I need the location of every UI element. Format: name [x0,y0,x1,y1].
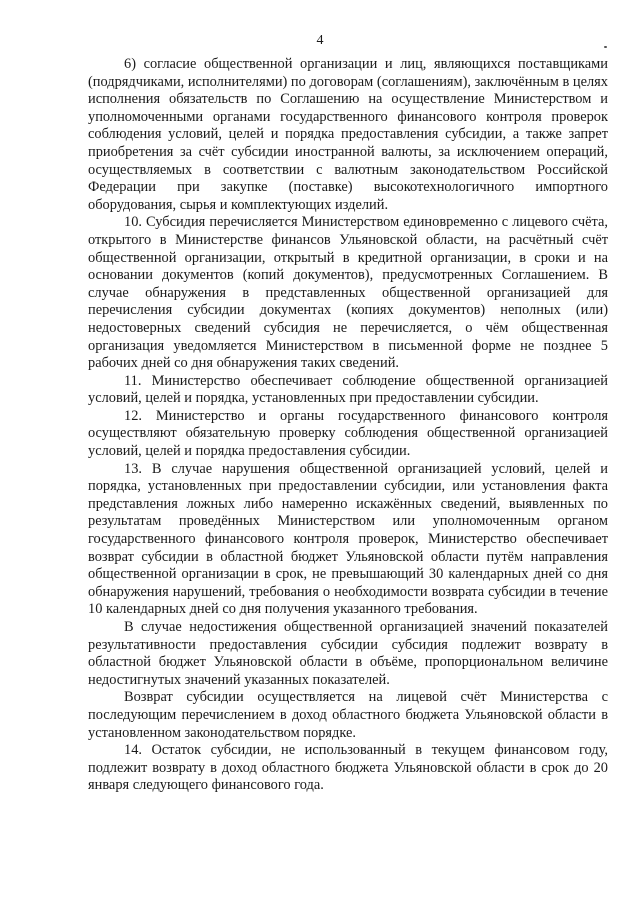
paragraph-13: 13. В случае нарушения общественной организацией условий, целей и порядка, установленных при предоставлении субсидии, или установления факта представления ложных либо намеренно искажённых сведений, выявленных по результатам проведённых Министерством или уполномоченным органом государственного финансового контроля проверок, Министерство обеспечивает возврат субсидии в областной бюджет Ульяновской области путём направления общественной организации в срок, не превышающий 30 календарных дней со дня обнаружения нарушений, требования о необходимости возврата субсидии в течение 10 календарных дней со дня получения указанного требования. [88,460,608,618]
paragraph-13-indicators: В случае недостижения общественной организацией значений показателей результативности предоставления субсидии субсидия подлежит возврату в областной бюджет Ульяновской области в объёме, пропорциональном величине недостигнутых значений указанных показателей. [88,619,608,688]
paragraph-11: 11. Министерство обеспечивает соблюдение общественной организацией условий, целей и порядка, установленных при предоставлении субсидии. [88,372,608,407]
document-body [88,56,608,795]
paragraph-12: 12. Министерство и органы государственного финансового контроля осуществляют обязательную проверку соблюдения общественной организацией условий, целей и порядка предоставления субсидии. [88,407,608,460]
scan-speck [604,46,607,48]
paragraph-13-refund: Возврат субсидии осуществляется на лицевой счёт Министерства с последующим перечислением в доход областного бюджета Ульяновской области в установленном законодательством порядке. [88,689,608,741]
paragraph-consent-clause: 6) согласие общественной организации и лиц, являющихся поставщиками (подрядчиками, исполнителями) по договорам (соглашениям), заключённым в целях исполнения обязательств по Соглашению на осуществление Министерством и уполномоченными органами государственного финансового контроля проверок соблюдения условий, целей и порядка предоставления субсидии, а также запрет приобретения за счёт субсидии иностранной валюты, за исключением операций, осуществляемых в соответствии с валютным законодательством Российской Федерации при закупке (поставке) высокотехнологичного импортного оборудования, сырья и комплектующих изделий. [88,56,608,213]
paragraph-14: 14. Остаток субсидии, не использованный в текущем финансовом году, подлежит возврату в доход областного бюджета Ульяновской области в срок до 20 января следующего финансового года. [88,742,608,794]
page-number: 4 [316,33,324,48]
paragraph-10: 10. Субсидия перечисляется Министерством единовременно с лицевого счёта, открытого в Министерстве финансов Ульяновской области, на расчётный счёт общественной организации, открытый в кредитной организации, в сроки и на основании документов (копий документов), предусмотренных Соглашением. В случае обнаружения в представленных общественной организацией для перечисления субсидии документах (копиях документов) неполных (или) недостоверных сведений субсидия не перечисляется, о чём общественная организация уведомляется Министерством в письменной форме не позднее 5 рабочих дней со дня обнаружения таких сведений. [88,214,608,372]
